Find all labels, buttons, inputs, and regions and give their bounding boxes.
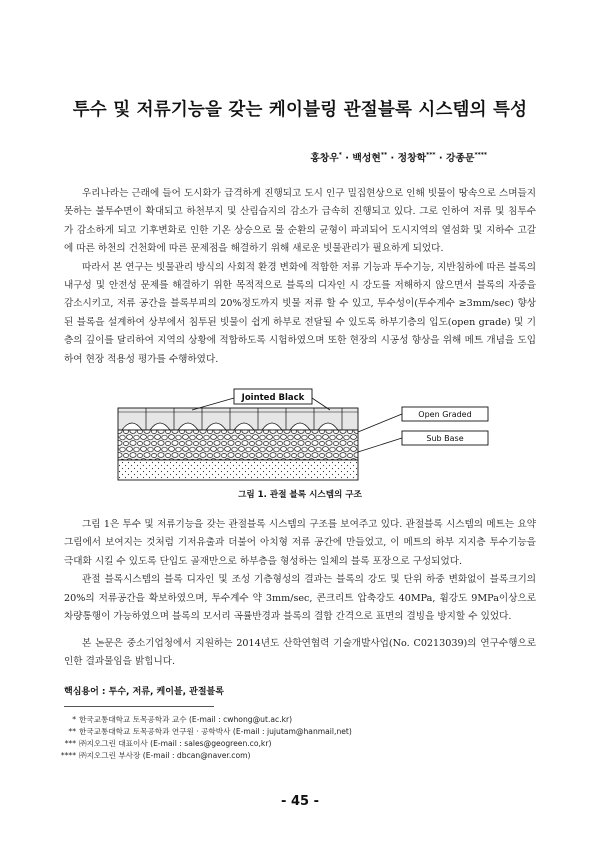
- keywords: 핵심용어 : 투수, 저류, 케이블, 관절블록: [64, 687, 224, 697]
- figure-caption: 그림 1. 관절 블록 시스템의 구조: [238, 490, 362, 500]
- footnote-text: 한국교통대학교 토목공학과 교수 (E-mail : cwhong@ut.ac.kr): [79, 715, 293, 724]
- author-name: 홍창우: [310, 153, 339, 164]
- author-separator: ·: [341, 153, 353, 164]
- footnote-divider: [64, 706, 214, 707]
- author-name: 강종문: [446, 153, 475, 164]
- footnote-item: [60, 750, 352, 762]
- footnote-text: ㈜지오그린 부사장 (E-mail : dbcan@naver.com): [79, 751, 251, 760]
- author-separator: ·: [435, 153, 447, 164]
- label-jointed-block: Jointed Black: [241, 393, 305, 403]
- footnote-mark: ****: [60, 751, 76, 760]
- body-paragraph: 따라서 본 연구는 빗물관리 방식의 사회적 환경 변화에 적합한 저류 기능과 투수기능, 지반침하에 따른 블록의 내구성 및 안전성 문제를 해결하기 위한 목적적으로 블록의 디자인 시 강도를 저해하지 않으면서 블록의 자중을 감소시키고, 저류 공간을 블록부피의 20%정도까지 빗물 저류 할 수 있고, 투수성이(투수계수 ≥3mm/sec) 향상된 블록을 설계하여 상부에서 침투된 빗물이 쉽게 하부로 전달될 수 있도록 하부기층의 입도(open grade) 및 기층의 깊이를 달리하여 지역의 상황에 적합하도록 시험하였으며 또한 현장의 시공성 향상을 위해 메트 개념을 도입하여 현장 적용성 평가를 수행하였다.: [64, 261, 536, 365]
- footnote-text: 한국교통대학교 토목공학과 연구원 · 공학박사 (E-mail : jujutam@hanmail,net): [79, 727, 352, 736]
- body-section: [64, 516, 536, 626]
- footnote-mark: **: [68, 727, 76, 736]
- author-mark: *: [338, 151, 342, 159]
- footnote-item: [64, 738, 352, 750]
- author-name: 백성현: [352, 153, 381, 164]
- footnote-mark: ***: [64, 739, 76, 748]
- paper-title: 투수 및 저류기능을 갖는 케이블링 관절블록 시스템의 특성: [72, 100, 528, 120]
- author-mark: **: [380, 151, 388, 159]
- sub-base-layer: [118, 460, 358, 480]
- author-mark: ***: [426, 151, 436, 159]
- author-mark: ****: [474, 151, 487, 159]
- label-sub-base: Sub Base: [426, 434, 464, 443]
- author-name: 정창학: [397, 153, 427, 164]
- acknowledgement: [64, 635, 536, 672]
- footnote-item: [64, 714, 352, 726]
- body-paragraph: 그림 1은 투수 및 저류기능을 갖는 관절블록 시스템의 구조를 보여주고 있다. 관절블록 시스템의 메트는 요약 그림에서 보여지는 것처럼 기저유출과 더불어 아치형 저류 공간에 만들었고, 이 메트의 하부 지지층 투수기능을 극대화 시킬 수 있도록 단입도 골재만으로 하부층을 형성하는 일체의 블록 포장으로 구성되었다.: [64, 519, 536, 567]
- page-number: - 45 -: [281, 794, 319, 809]
- open-graded-layer: [118, 430, 358, 460]
- footnotes: [60, 714, 352, 762]
- author-list: [310, 150, 487, 164]
- body-paragraph: 우리나라는 근래에 들어 도시화가 급격하게 진행되고 도시 인구 밀집현상으로 인해 빗물이 땅속으로 스며들지 못하는 불투수면이 확대되고 하천부지 및 산림습지의 감소가 급속히 진행되고 있다. 그로 인하여 저류 및 침투수가 감소하게 되고 기후변화로 인한 기온 상승으로 물 순환의 균형이 파괴되어 도시지역의 열섬화 및 지하수 고갈에 따른 하천의 건천화에 따른 문제점을 해결하기 위해 새로운 빗물관리가 필요하게 되었다.: [64, 188, 536, 255]
- footnote-text: ㈜지오그린 대표이사 (E-mail : sales@geogreen.co,kr): [79, 739, 272, 748]
- intro-section: [64, 185, 536, 369]
- footnote-item: [64, 726, 352, 738]
- acknowledgement-text: 본 논문은 중소기업청에서 지원하는 2014년도 산학연협력 기술개발사업(No. C0213039)의 연구수행으로 인한 결과물임을 밝힙니다.: [64, 638, 536, 668]
- footnote-mark: *: [72, 715, 76, 724]
- label-open-graded: Open Graded: [418, 410, 472, 419]
- body-paragraph: 관절 블록시스템의 블록 디자인 및 조성 기층형성의 결과는 블록의 강도 및 단위 하중 변화없이 블록크기의 20%의 저류공간을 확보하였으며, 투수계수 약 3mm/sec, 콘크리트 압축강도 40MPa, 휨강도 9MPa이상으로 차량통행이 가능하였으며 블록의 모서리 곡률반경과 블록의 결합 간격으로 표면의 결빙을 방지할 수 있었다.: [64, 574, 536, 623]
- author-separator: ·: [387, 153, 398, 164]
- block-system-figure: [112, 386, 492, 482]
